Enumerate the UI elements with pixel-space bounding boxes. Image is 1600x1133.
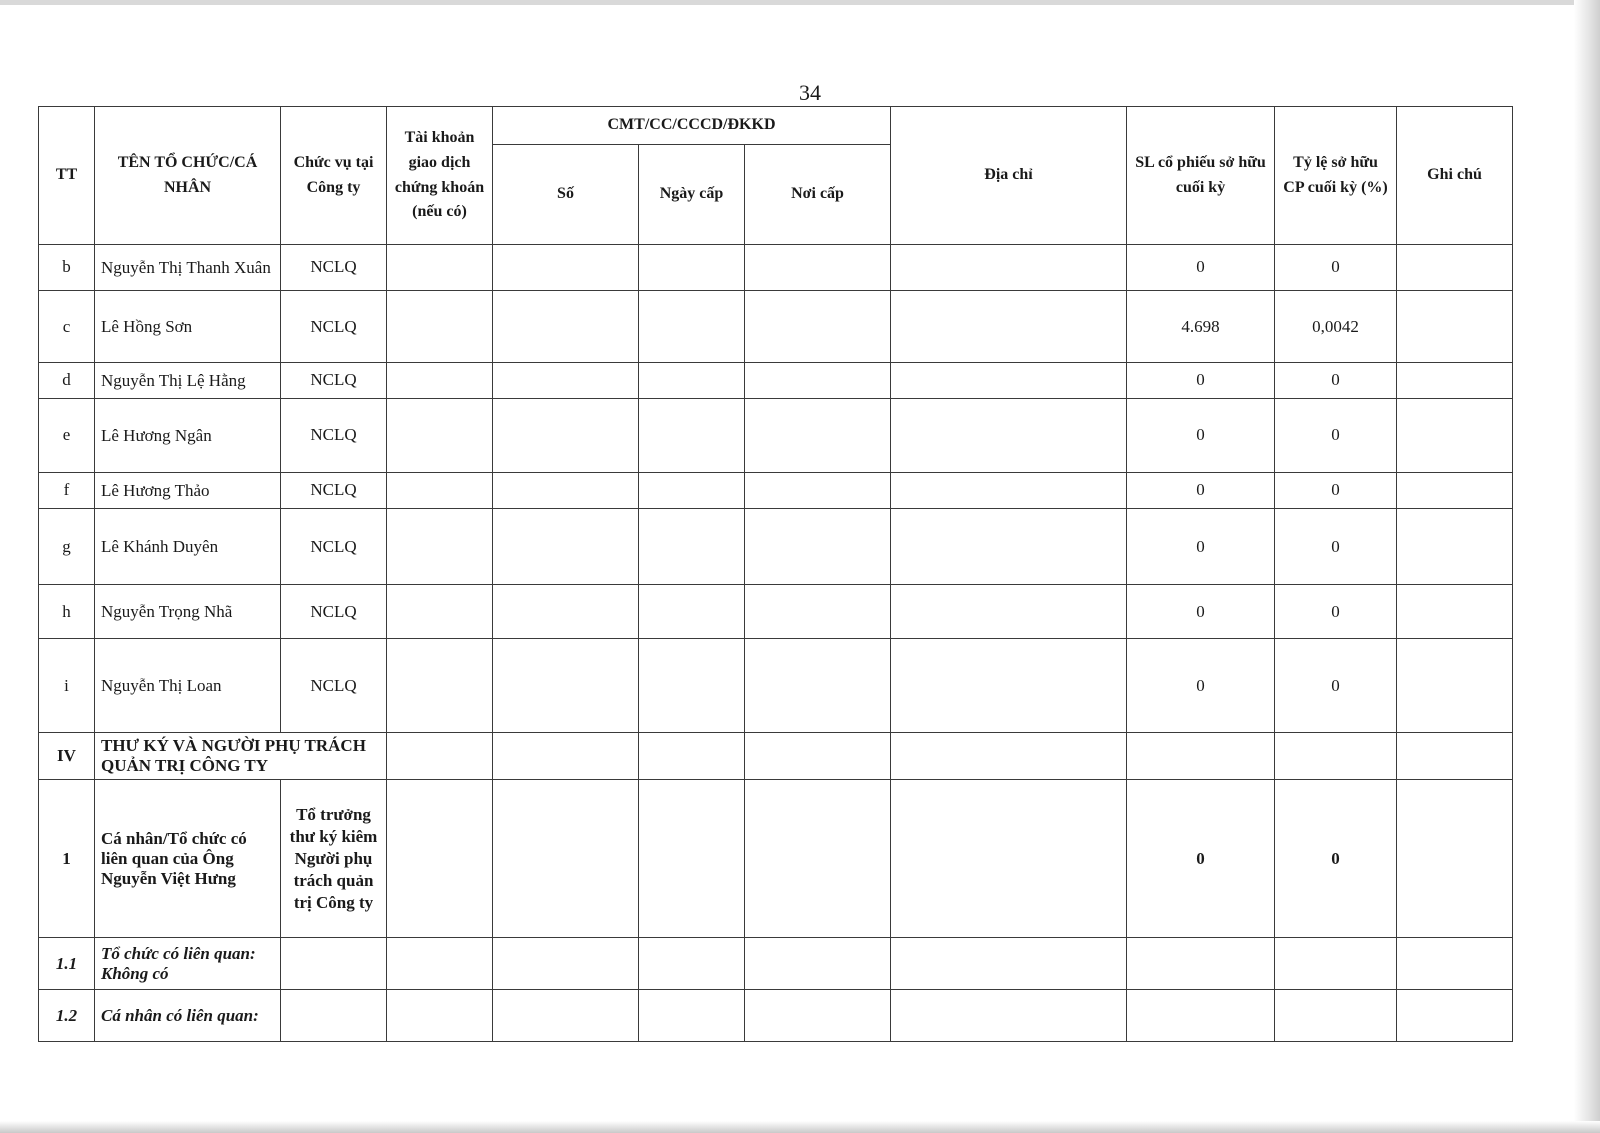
table-row [39,780,1513,938]
row-shares [1127,938,1275,990]
section-tt: IV [39,732,95,780]
row-issue-date [639,363,745,398]
row-issue-place [745,473,891,508]
row-id-number [493,245,639,291]
row-shares: 0 [1127,585,1275,639]
row-address [891,732,1127,780]
row-address [891,639,1127,732]
row-ratio: 0 [1275,398,1397,473]
row-issue-place [745,639,891,732]
row-ratio: 0 [1275,508,1397,585]
header-shares: SL cổ phiếu sở hữu cuối kỳ [1127,107,1275,245]
header-name: TÊN TỔ CHỨC/CÁ NHÂN [95,107,281,245]
header-note: Ghi chú [1397,107,1513,245]
row-position: NCLQ [281,398,387,473]
row-tt: 1.1 [39,938,95,990]
row-shares: 0 [1127,245,1275,291]
row-ratio [1275,732,1397,780]
row-account [387,938,493,990]
row-note [1397,938,1513,990]
row-position: NCLQ [281,473,387,508]
row-address [891,473,1127,508]
row-note [1397,990,1513,1042]
row-name: Cá nhân/Tổ chức có liên quan của Ông Nguyễn Việt Hưng [95,780,281,938]
row-shares: 0 [1127,508,1275,585]
row-tt: b [39,245,95,291]
row-account [387,473,493,508]
row-name: Nguyễn Thị Loan [95,639,281,732]
row-issue-date [639,245,745,291]
page-right-edge [1574,0,1600,1133]
row-position: Tổ trưởng thư ký kiêm Người phụ trách quản trị Công ty [281,780,387,938]
row-account [387,732,493,780]
row-address [891,290,1127,363]
row-position: NCLQ [281,585,387,639]
row-shares [1127,732,1275,780]
row-account [387,363,493,398]
header-id-number: Số [493,145,639,245]
row-account [387,639,493,732]
row-account [387,585,493,639]
row-note [1397,290,1513,363]
row-id-number [493,990,639,1042]
row-note [1397,732,1513,780]
row-issue-date [639,473,745,508]
row-note [1397,585,1513,639]
row-ratio: 0 [1275,780,1397,938]
row-shares: 4.698 [1127,290,1275,363]
row-ratio: 0 [1275,585,1397,639]
table-row [39,990,1513,1042]
row-issue-place [745,990,891,1042]
row-id-number [493,508,639,585]
row-issue-place [745,732,891,780]
row-position [281,990,387,1042]
row-id-number [493,938,639,990]
row-name: Lê Hồng Sơn [95,290,281,363]
header-issue-place: Nơi cấp [745,145,891,245]
row-ratio: 0 [1275,639,1397,732]
row-position: NCLQ [281,639,387,732]
row-address [891,585,1127,639]
row-issue-place [745,780,891,938]
row-tt: i [39,639,95,732]
shareholding-table [38,106,1513,1042]
header-issue-date: Ngày cấp [639,145,745,245]
row-note [1397,508,1513,585]
table-row [39,508,1513,585]
row-id-number [493,585,639,639]
table-row [39,398,1513,473]
row-position [281,938,387,990]
row-ratio: 0 [1275,363,1397,398]
row-note [1397,780,1513,938]
row-position: NCLQ [281,363,387,398]
header-tt: TT [39,107,95,245]
header-ratio: Tỷ lệ sở hữu CP cuối kỳ (%) [1275,107,1397,245]
row-shares: 0 [1127,473,1275,508]
row-position: NCLQ [281,290,387,363]
row-address [891,363,1127,398]
row-issue-date [639,585,745,639]
page-number: 34 [799,80,821,105]
row-tt: d [39,363,95,398]
row-address [891,780,1127,938]
row-issue-place [745,290,891,363]
row-name: Cá nhân có liên quan: [95,990,281,1042]
table-row [39,363,1513,398]
row-tt: c [39,290,95,363]
row-position: NCLQ [281,245,387,291]
row-address [891,245,1127,291]
row-account [387,398,493,473]
table-row [39,639,1513,732]
row-issue-place [745,508,891,585]
row-issue-place [745,585,891,639]
row-note [1397,398,1513,473]
row-id-number [493,732,639,780]
row-tt: 1.2 [39,990,95,1042]
row-ratio [1275,990,1397,1042]
row-account [387,508,493,585]
row-issue-place [745,363,891,398]
section-iv-row [39,732,1513,780]
row-shares: 0 [1127,780,1275,938]
row-account [387,780,493,938]
row-issue-date [639,780,745,938]
row-address [891,938,1127,990]
row-issue-date [639,990,745,1042]
table-row [39,473,1513,508]
row-name: Nguyễn Thị Lệ Hằng [95,363,281,398]
row-name: Lê Hương Ngân [95,398,281,473]
row-tt: 1 [39,780,95,938]
row-shares: 0 [1127,363,1275,398]
header-position: Chức vụ tại Công ty [281,107,387,245]
row-ratio: 0,0042 [1275,290,1397,363]
header-account: Tài khoản giao dịch chứng khoán (nếu có) [387,107,493,245]
row-id-number [493,639,639,732]
header-address: Địa chỉ [891,107,1127,245]
row-note [1397,245,1513,291]
row-ratio: 0 [1275,473,1397,508]
row-issue-date [639,732,745,780]
row-address [891,398,1127,473]
row-note [1397,363,1513,398]
row-issue-place [745,938,891,990]
page-top-edge [0,0,1600,5]
row-note [1397,639,1513,732]
row-tt: g [39,508,95,585]
row-account [387,990,493,1042]
row-tt: f [39,473,95,508]
row-address [891,508,1127,585]
row-shares: 0 [1127,639,1275,732]
row-account [387,290,493,363]
row-id-number [493,473,639,508]
row-name: Nguyễn Thị Thanh Xuân [95,245,281,291]
page-bottom-edge [0,1121,1600,1133]
row-name: Tổ chức có liên quan: Không có [95,938,281,990]
row-id-number [493,290,639,363]
row-issue-date [639,508,745,585]
row-issue-date [639,290,745,363]
row-issue-date [639,639,745,732]
row-note [1397,473,1513,508]
row-tt: e [39,398,95,473]
row-name: Lê Hương Thảo [95,473,281,508]
row-tt: h [39,585,95,639]
row-name: Nguyễn Trọng Nhã [95,585,281,639]
row-issue-date [639,398,745,473]
table-row [39,245,1513,291]
table-row [39,938,1513,990]
row-issue-place [745,398,891,473]
header-row-1 [39,107,1513,145]
row-ratio: 0 [1275,245,1397,291]
table-row [39,290,1513,363]
row-id-number [493,363,639,398]
row-ratio [1275,938,1397,990]
row-issue-place [745,245,891,291]
row-position: NCLQ [281,508,387,585]
header-id-group: CMT/CC/CCCD/ĐKKD [493,107,891,145]
table-row [39,585,1513,639]
row-name: Lê Khánh Duyên [95,508,281,585]
row-id-number [493,780,639,938]
row-issue-date [639,938,745,990]
row-account [387,245,493,291]
row-id-number [493,398,639,473]
row-shares [1127,990,1275,1042]
row-address [891,990,1127,1042]
row-shares: 0 [1127,398,1275,473]
section-title: THƯ KÝ VÀ NGƯỜI PHỤ TRÁCH QUẢN TRỊ CÔNG TY [95,732,387,780]
